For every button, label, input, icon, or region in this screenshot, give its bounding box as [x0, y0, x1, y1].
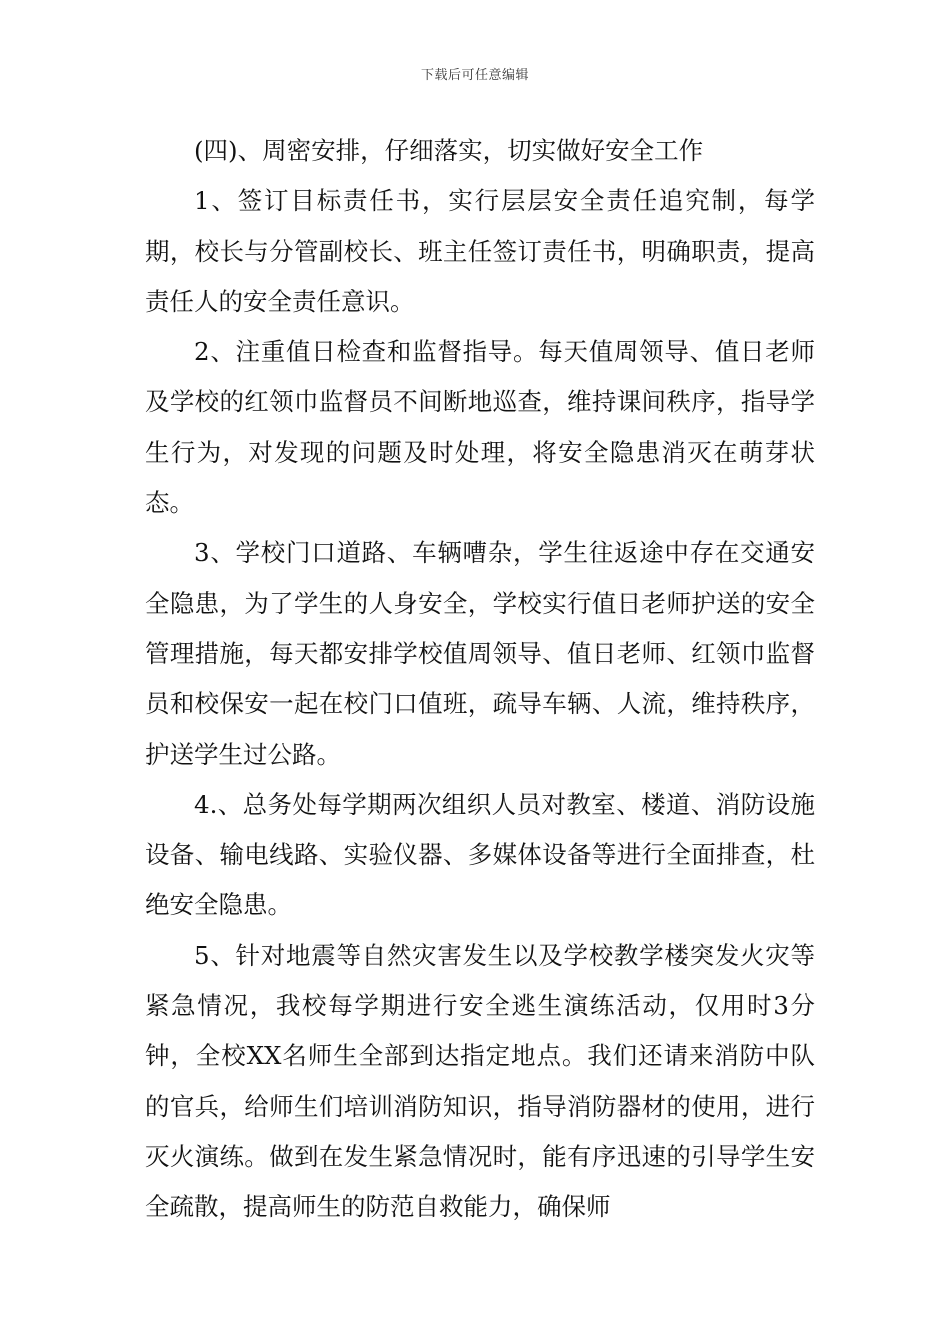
paragraph-2: 2、注重值日检查和监督指导。每天值周领导、值日老师及学校的红领巾监督员不间断地巡查，维持课间秩序，指导学生行为，对发现的问题及时处理，将安全隐患消灭在萌芽状态。: [145, 337, 815, 518]
page-header-note: 下载后可任意编辑: [420, 68, 529, 83]
paragraph-3: 3、学校门口道路、车辆嘈杂，学生往返途中存在交通安全隐患，为了学生的人身安全，学校实行值日老师护送的安全管理措施，每天都安排学校值周领导、值日老师、红领巾监督员和校保安一起在校门口值班，疏导车辆、人流，维持秩序，护送学生过公路。: [145, 538, 815, 769]
paragraph-4: 4.、总务处每学期两次组织人员对教室、楼道、消防设施设备、输电线路、实验仪器、多媒体设备等进行全面排查，杜绝安全隐患。: [145, 789, 815, 920]
section-heading: (四)、周密安排，仔细落实，切实做好安全工作: [194, 136, 704, 165]
document-body: [145, 126, 815, 1233]
paragraph-1: 1、签订目标责任书，实行层层安全责任追究制，每学期，校长与分管副校长、班主任签订责任书，明确职责，提高责任人的安全责任意识。: [145, 186, 815, 316]
paragraph-5: 5、针对地震等自然灾害发生以及学校教学楼突发火灾等紧急情况，我校每学期进行安全逃生演练活动，仅用时3分钟，全校XX名师生全部到达指定地点。我们还请来消防中队的官兵，给师生们培训消防知识，指导消防器材的使用，进行灭火演练。做到在发生紧急情况时，能有序迅速的引导学生安全疏散，提高师生的防范自救能力，确保师: [145, 940, 815, 1222]
